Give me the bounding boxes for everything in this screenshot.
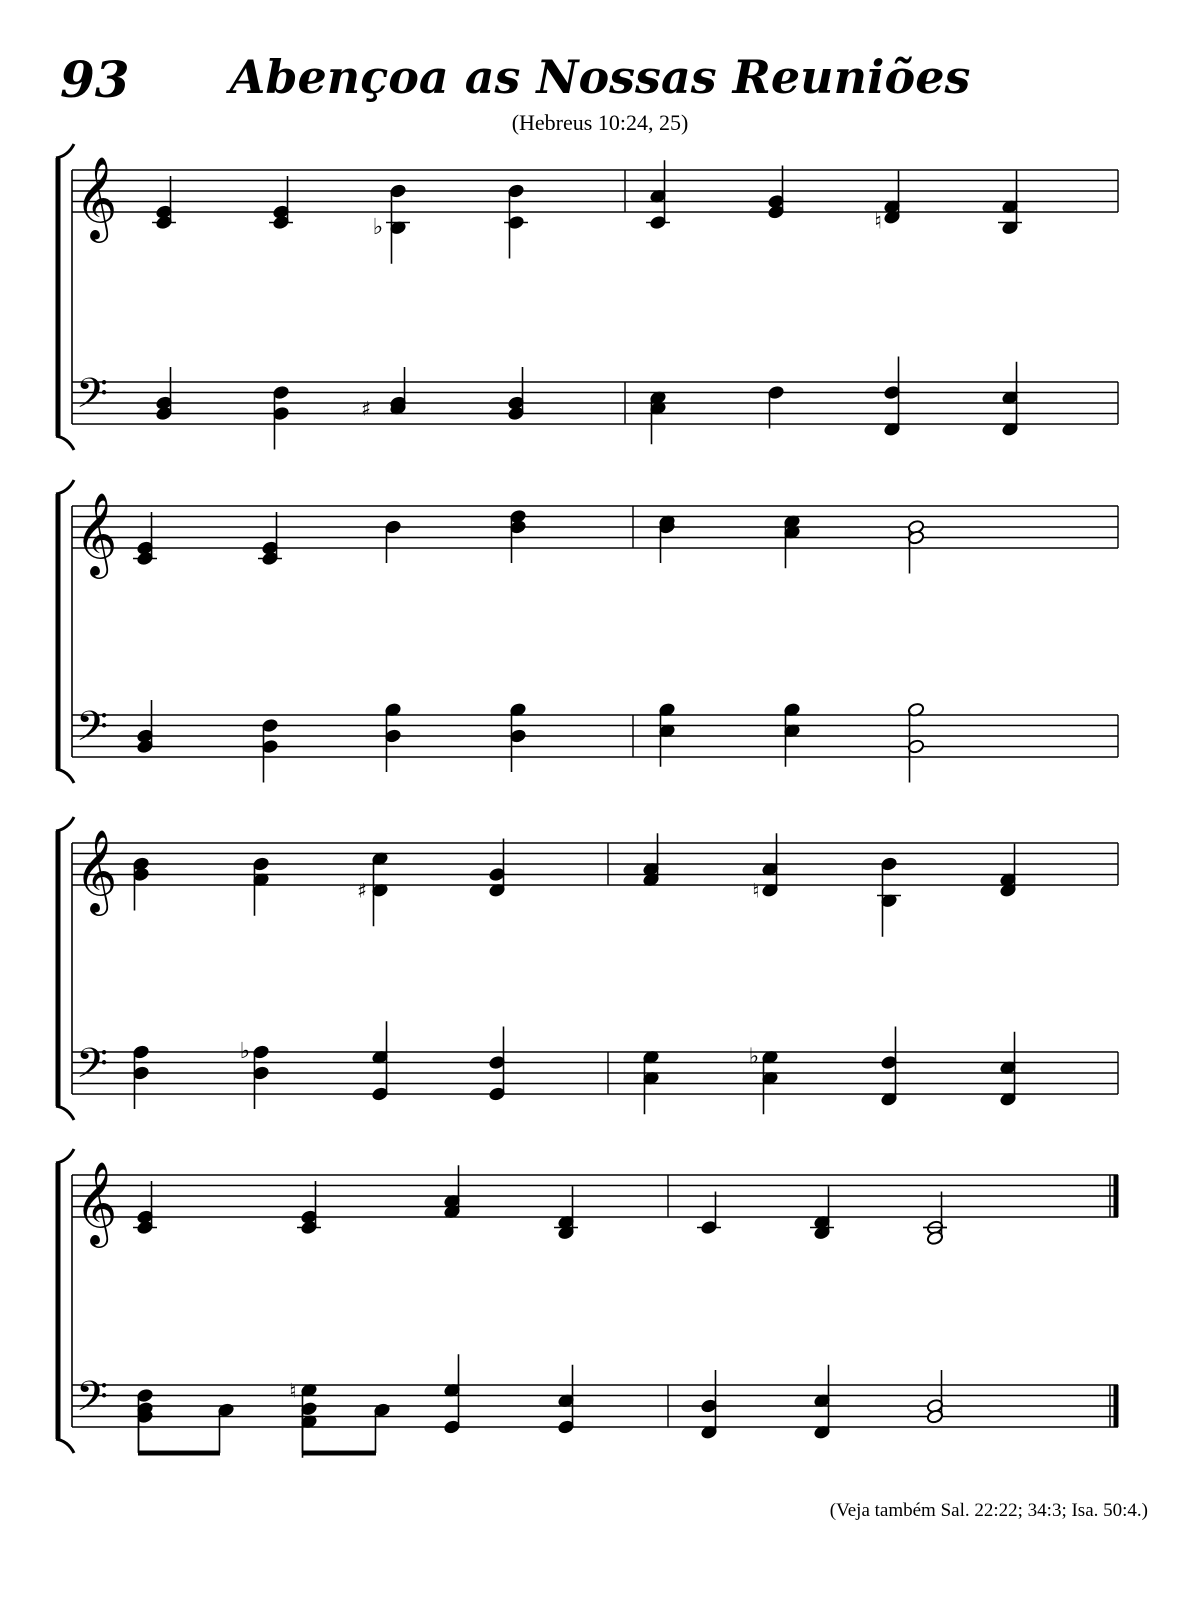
system-2-bracket-top	[56, 480, 74, 494]
hymn-title: Abençoa as Nossas Reuniões	[229, 50, 971, 104]
footnote: (Veja também Sal. 22:22; 34:3; Isa. 50:4.)	[829, 1500, 1148, 1521]
system-2-bracket-bottom	[56, 769, 74, 783]
system-2-treble-clef-icon: 𝄞	[74, 491, 118, 575]
sharp-accidental: ♯	[357, 878, 367, 903]
system-4-bracket-bottom	[56, 1439, 74, 1453]
scripture-reference: (Hebreus 10:24, 25)	[511, 110, 689, 135]
natural-accidental: ♮	[752, 878, 760, 903]
sharp-accidental: ♯	[361, 396, 371, 421]
system-4-treble-clef-icon: 𝄞	[74, 1160, 118, 1244]
flat-accidental: ♭	[239, 1039, 251, 1064]
flat-accidental: ♭	[748, 1044, 760, 1070]
natural-accidental: ♮	[874, 209, 882, 235]
system-1-bracket-bottom	[56, 436, 74, 450]
natural-accidental: ♮	[289, 1378, 297, 1403]
system-3-treble-clef-icon: 𝄞	[74, 828, 118, 912]
system-4-bracket-top	[56, 1149, 74, 1163]
hymn-number: 93	[60, 50, 130, 109]
flat-accidental: ♭	[372, 214, 384, 240]
system-2-bass-clef-icon: 𝄢	[75, 702, 109, 761]
system-3-bracket-bottom	[56, 1106, 74, 1120]
system-3-bracket-top	[56, 817, 74, 831]
system-1-bracket-top	[56, 144, 74, 158]
system-3-bass-clef-icon: 𝄢	[75, 1039, 109, 1098]
system-4-bass-clef-icon: 𝄢	[75, 1372, 109, 1431]
system-1-treble-clef-icon: 𝄞	[74, 155, 118, 239]
system-1-bass-clef-icon: 𝄢	[75, 369, 109, 428]
